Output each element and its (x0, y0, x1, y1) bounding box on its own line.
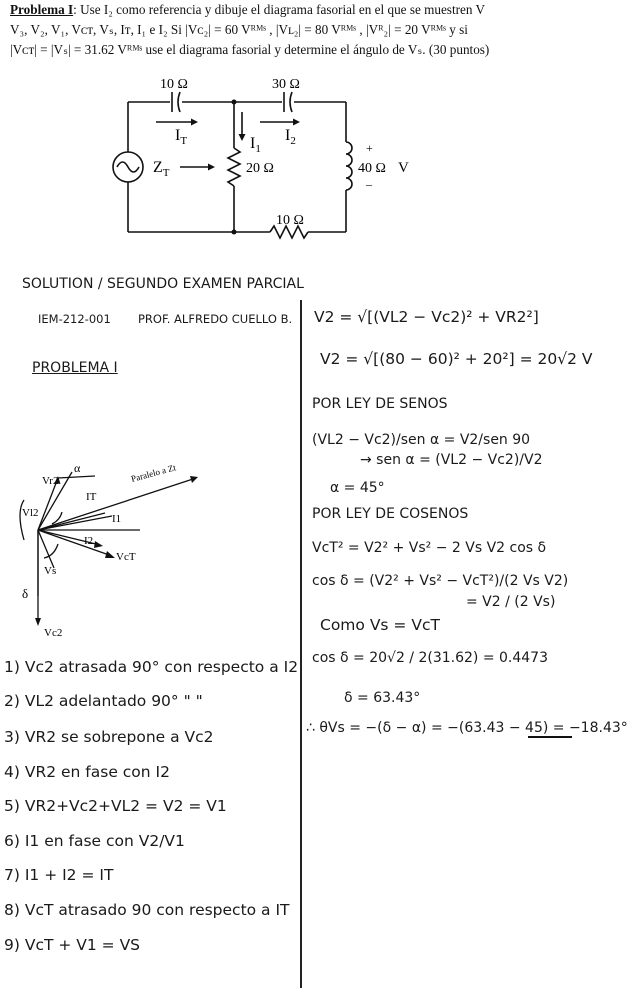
label-vct: VcT (116, 551, 136, 563)
eq-cos-delta-simplified: = V2 / (2 Vs) (466, 594, 556, 610)
circuit-diagram (0, 60, 578, 260)
statement-text-1: : Use I₂ como referencia y dibuje el diagrama fasorial en el que se muestren V (73, 2, 486, 17)
label-vl2: Vl2 (22, 507, 39, 519)
statement-line-1 (10, 0, 570, 20)
label-r1: 20 Ω (246, 161, 274, 176)
statement-line-2: V₃, V₂, V₁, Vᴄᴛ, Vₛ, Iᴛ, I₁ e I₂ Si |Vᴄ₂| = 60 Vᴿᴹˢ , |Vʟ₂| = 80 Vᴿᴹˢ , |Vᴿ₂| = 20 Vᴿᴹˢ y si (10, 22, 468, 37)
label-it: IT (86, 491, 97, 503)
vct-vector (38, 530, 112, 556)
label-r2: 10 Ω (276, 213, 304, 228)
label-c2: 30 Ω (272, 77, 300, 92)
phasor-diagram (0, 448, 290, 638)
problem-statement (10, 0, 570, 60)
eq-como: Como Vs = VcT (320, 616, 440, 634)
step-3: 3) VR2 se sobrepone a Vc2 (4, 728, 214, 746)
label-i1: $I_1$ (250, 135, 261, 155)
label-minus: – (366, 177, 372, 191)
eq-v2-value: V2 = √[(80 − 60)² + 20²] = 20√2 V (320, 350, 593, 368)
statement-line-3: |Vᴄᴛ| = |Vₛ| = 31.62 Vᴿᴹˢ use el diagrama fasorial y determine el ángulo de Vₛ. (30 puntos) (10, 42, 490, 57)
v1-vector (38, 530, 54, 568)
eq-delta: δ = 63.43° (344, 690, 421, 706)
step-9: 9) VcT + V1 = VS (4, 936, 141, 954)
eq-v2-formula: V2 = √[(VL2 − Vc2)² + VR2²] (314, 308, 539, 326)
label-plus: + (366, 141, 373, 155)
label-alpha: α (74, 461, 81, 475)
eq-result: ∴ θVs = −(δ − α) = −(63.43 − 45) = −18.43° (306, 720, 628, 736)
label-delta: δ (22, 586, 29, 601)
professor: PROF. ALFREDO CUELLO B. (138, 312, 293, 326)
step-2: 2) VL2 adelantado 90° " " (4, 692, 203, 710)
law-of-cosines-heading: POR LEY DE COSENOS (312, 506, 469, 522)
eq-alpha: α = 45° (330, 480, 385, 496)
step-4: 4) VR2 en fase con I2 (4, 763, 170, 781)
law-of-sines-heading: POR LEY DE SENOS (312, 396, 448, 412)
step-8: 8) VcT atrasado 90 con respecto a IT (4, 901, 290, 919)
step-6: 6) I1 en fase con V2/V1 (4, 832, 185, 850)
label-vc2: Vc2 (44, 627, 63, 639)
eq-sines-alpha: → sen α = (VL2 − Vc2)/V2 (360, 452, 543, 468)
label-v: V (398, 160, 409, 176)
eq-sines-ratio: (VL2 − Vc2)/sen α = V2/sen 90 (312, 432, 531, 448)
label-i2: $I_2$ (285, 127, 296, 147)
label-zt: $Z_T$ (153, 159, 170, 179)
step-7: 7) I1 + I2 = IT (4, 866, 114, 884)
label-c1: 10 Ω (160, 77, 188, 92)
step-5: 5) VR2+Vc2+VL2 = V2 = V1 (4, 797, 227, 815)
eq-cosines: VcT² = V2² + Vs² − 2 Vs V2 cos δ (312, 540, 547, 556)
eq-cos-delta-value: cos δ = 20√2 / 2(31.62) = 0.4473 (312, 650, 548, 666)
eq-cos-delta: cos δ = (V2² + Vs² − VcT²)/(2 Vs V2) (312, 573, 569, 589)
label-vr2: Vr2 (42, 475, 59, 487)
step-1: 1) Vc2 atrasada 90° con respecto a I2 (4, 658, 299, 676)
course-code: IEM-212-001 (38, 312, 111, 326)
solution-title: SOLUTION / SEGUNDO EXAMEN PARCIAL (22, 276, 304, 292)
label-i2: I2 (84, 535, 94, 547)
label-paralelo: Paralelo a Zt (129, 462, 177, 484)
column-divider (300, 300, 302, 988)
label-vs: Vs (44, 565, 57, 577)
label-it: $I_T$ (175, 127, 188, 147)
problem-label: Problema I (10, 2, 74, 17)
label-i1: I1 (112, 513, 122, 525)
problem-heading: PROBLEMA I (32, 360, 118, 376)
result-underline (528, 736, 572, 738)
label-l1: 40 Ω (358, 161, 386, 176)
